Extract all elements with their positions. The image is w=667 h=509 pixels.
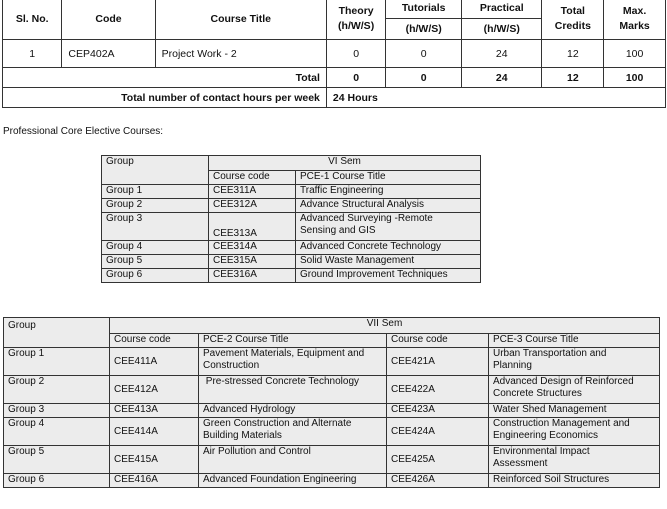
vi-title: Advance Structural Analysis bbox=[296, 199, 481, 213]
vii-title1 bbox=[199, 376, 387, 404]
header-total-credits-line2: Credits bbox=[554, 20, 591, 32]
table-row bbox=[3, 40, 666, 68]
vii-title1-line1: Pavement Materials, Equipment and bbox=[203, 348, 365, 359]
vii-title1-line2: Construction bbox=[203, 360, 260, 371]
vii-title2-line1: Construction Management and bbox=[493, 418, 630, 429]
header-course-title: Course Title bbox=[155, 0, 326, 40]
vi-title-line2: Sensing and GIS bbox=[300, 225, 376, 236]
vii-title2-line1: Environmental Impact bbox=[493, 446, 590, 457]
vii-title1-line2: Building Materials bbox=[203, 430, 282, 441]
vii-title1: Advanced Foundation Engineering bbox=[199, 474, 387, 488]
header-sl-no: Sl. No. bbox=[3, 0, 62, 40]
vii-code2: CEE425A bbox=[387, 446, 489, 474]
vii-sem-table bbox=[3, 317, 660, 488]
vii-title2-line2: Engineering Economics bbox=[493, 430, 599, 441]
total-credits: 12 bbox=[542, 68, 604, 88]
vii-title2-line2: Planning bbox=[493, 360, 532, 371]
header-practical bbox=[462, 0, 542, 40]
row-theory: 0 bbox=[326, 40, 385, 68]
table-row bbox=[102, 213, 481, 241]
total-marks: 100 bbox=[604, 68, 666, 88]
header-theory-unit: (h/W/S) bbox=[338, 20, 375, 32]
vi-group: Group 5 bbox=[102, 255, 209, 269]
table-row bbox=[4, 348, 660, 376]
vi-title: Solid Waste Management bbox=[296, 255, 481, 269]
vi-title-line1: Advanced Surveying -Remote bbox=[300, 213, 433, 224]
vii-code2: CEE423A bbox=[387, 404, 489, 418]
vii-title2-line2: Assessment bbox=[493, 458, 548, 469]
table-row bbox=[4, 446, 660, 474]
vi-code: CEE316A bbox=[209, 269, 296, 283]
row-credits: 12 bbox=[542, 40, 604, 68]
vi-sem-header: VI Sem bbox=[209, 156, 481, 171]
vi-group-header: Group bbox=[102, 156, 209, 185]
vi-group: Group 1 bbox=[102, 185, 209, 199]
total-row bbox=[3, 68, 666, 88]
vii-title1-line1: Pre-stressed Concrete Technology bbox=[203, 376, 360, 387]
row-tutorials: 0 bbox=[386, 40, 462, 68]
vii-title1-line1: Green Construction and Alternate bbox=[203, 418, 352, 429]
vii-title1 bbox=[199, 348, 387, 376]
header-theory bbox=[326, 0, 385, 40]
header-tutorials-unit: (h/W/S) bbox=[405, 23, 442, 35]
vi-code: CEE315A bbox=[209, 255, 296, 269]
vii-title2: Water Shed Management bbox=[489, 404, 660, 418]
vii-title1 bbox=[199, 418, 387, 446]
vi-title: Advanced Concrete Technology bbox=[296, 241, 481, 255]
vi-code: CEE314A bbox=[209, 241, 296, 255]
total-tutorials: 0 bbox=[386, 68, 462, 88]
row-sl-no: 1 bbox=[3, 40, 62, 68]
section-caption: Professional Core Elective Courses: bbox=[3, 126, 164, 137]
vii-code2: CEE422A bbox=[387, 376, 489, 404]
row-practical: 24 bbox=[462, 40, 542, 68]
table-row bbox=[102, 255, 481, 269]
vii-code2: CEE424A bbox=[387, 418, 489, 446]
vii-title2 bbox=[489, 348, 660, 376]
table-row bbox=[4, 404, 660, 418]
header-tutorials bbox=[386, 0, 462, 40]
vii-group: Group 6 bbox=[4, 474, 110, 488]
vii-title2 bbox=[489, 446, 660, 474]
header-practical-label: Practical bbox=[462, 0, 541, 19]
vii-title2-line1: Advanced Design of Reinforced bbox=[493, 376, 634, 387]
table-row bbox=[102, 185, 481, 199]
header-tutorials-label: Tutorials bbox=[386, 0, 461, 19]
vii-group-header: Group bbox=[4, 318, 110, 348]
vi-group: Group 4 bbox=[102, 241, 209, 255]
vi-title: Traffic Engineering bbox=[296, 185, 481, 199]
vi-code: CEE311A bbox=[209, 185, 296, 199]
header-max-marks bbox=[604, 0, 666, 40]
vii-title-header-1: PCE-2 Course Title bbox=[199, 334, 387, 348]
vii-code1: CEE411A bbox=[110, 348, 199, 376]
vii-sem-header: VII Sem bbox=[110, 318, 660, 334]
vi-code: CEE312A bbox=[209, 199, 296, 213]
header-max-marks-line1: Max. bbox=[622, 5, 647, 17]
vii-code1: CEE416A bbox=[110, 474, 199, 488]
vii-title1-line1: Air Pollution and Control bbox=[203, 446, 311, 457]
vii-title2: Reinforced Soil Structures bbox=[489, 474, 660, 488]
contact-hours-label: Total number of contact hours per week bbox=[3, 88, 327, 108]
vii-code2: CEE421A bbox=[387, 348, 489, 376]
vii-code1: CEE414A bbox=[110, 418, 199, 446]
vi-title bbox=[296, 213, 481, 241]
table-row bbox=[4, 474, 660, 488]
vii-title-header-2: PCE-3 Course Title bbox=[489, 334, 660, 348]
table-row bbox=[4, 376, 660, 404]
vii-group: Group 4 bbox=[4, 418, 110, 446]
vi-title-header: PCE-1 Course Title bbox=[296, 171, 481, 185]
vii-title2-line2: Concrete Structures bbox=[493, 388, 582, 399]
vii-code-header-1: Course code bbox=[110, 334, 199, 348]
header-practical-unit: (h/W/S) bbox=[483, 23, 520, 35]
vii-title2-line1: Urban Transportation and bbox=[493, 348, 607, 359]
total-label: Total bbox=[3, 68, 327, 88]
vii-title2 bbox=[489, 376, 660, 404]
table-row bbox=[102, 199, 481, 213]
total-theory: 0 bbox=[326, 68, 385, 88]
header-total-credits-line1: Total bbox=[560, 5, 585, 17]
project-work-table bbox=[2, 0, 666, 108]
row-code: CEP402A bbox=[62, 40, 155, 68]
vi-title: Ground Improvement Techniques bbox=[296, 269, 481, 283]
row-title: Project Work - 2 bbox=[155, 40, 326, 68]
vii-group: Group 3 bbox=[4, 404, 110, 418]
vi-group: Group 2 bbox=[102, 199, 209, 213]
vii-title2 bbox=[489, 418, 660, 446]
contact-hours-row bbox=[3, 88, 666, 108]
header-max-marks-line2: Marks bbox=[619, 20, 650, 32]
vii-code-header-2: Course code bbox=[387, 334, 489, 348]
vii-group: Group 5 bbox=[4, 446, 110, 474]
vii-code2: CEE426A bbox=[387, 474, 489, 488]
vi-sem-table bbox=[101, 155, 481, 283]
vii-code1: CEE412A bbox=[110, 376, 199, 404]
header-total-credits bbox=[542, 0, 604, 40]
header-theory-label: Theory bbox=[338, 5, 374, 17]
total-practical: 24 bbox=[462, 68, 542, 88]
vii-title1: Advanced Hydrology bbox=[199, 404, 387, 418]
table-row bbox=[102, 269, 481, 283]
vii-code1: CEE413A bbox=[110, 404, 199, 418]
vi-group: Group 6 bbox=[102, 269, 209, 283]
vi-code-header: Course code bbox=[209, 171, 296, 185]
vii-group: Group 1 bbox=[4, 348, 110, 376]
table-row bbox=[102, 241, 481, 255]
vii-code1: CEE415A bbox=[110, 446, 199, 474]
vi-group: Group 3 bbox=[102, 213, 209, 241]
contact-hours-value: 24 Hours bbox=[326, 88, 665, 108]
vi-code: CEE313A bbox=[209, 213, 296, 241]
table-row bbox=[4, 418, 660, 446]
vii-group: Group 2 bbox=[4, 376, 110, 404]
row-marks: 100 bbox=[604, 40, 666, 68]
header-code: Code bbox=[62, 0, 155, 40]
vii-title1 bbox=[199, 446, 387, 474]
